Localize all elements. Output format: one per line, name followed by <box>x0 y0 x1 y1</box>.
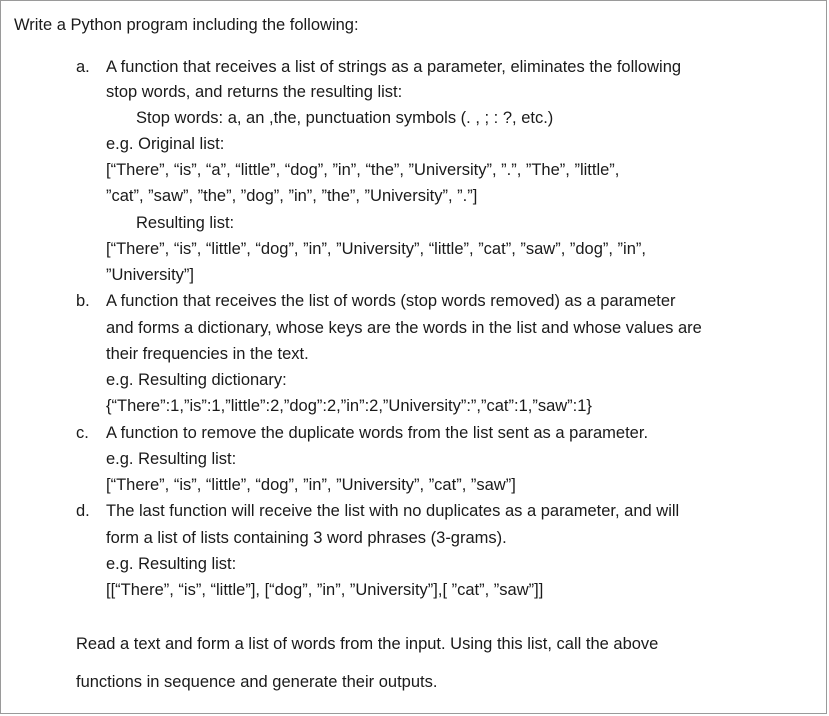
item-d-text-line-2: form a list of lists containing 3 word phrases (3-grams). <box>106 529 507 547</box>
item-a-marker: a. <box>76 58 90 76</box>
item-a-original-list-line-1: [“There”, “is”, “a”, “little”, “dog”, ”in”, “the”, ”University”, ”.”, ”The”, ”little”, <box>106 161 620 179</box>
item-d-marker: d. <box>76 502 90 520</box>
item-a-result-list-line-1: [“There”, “is”, “little”, “dog”, ”in”, ”University”, “little”, ”cat”, ”saw”, ”dog”, ”in”, <box>106 240 646 258</box>
item-a-result-label: Resulting list: <box>136 214 235 232</box>
item-c-text-line-1: A function to remove the duplicate words from the list sent as a parameter. <box>106 424 649 442</box>
outro-line-2: functions in sequence and generate their outputs. <box>76 673 438 691</box>
item-a-example-label: e.g. Original list: <box>106 135 225 153</box>
item-b-marker: b. <box>76 292 90 310</box>
item-a-result-list-line-2: ”University”] <box>106 266 195 284</box>
outro-line-1: Read a text and form a list of words from the input. Using this list, call the above <box>76 635 659 653</box>
item-b-result: {“There”:1,”is”:1,”little”:2,”dog”:2,”in”:2,”University”:”,”cat”:1,”saw”:1} <box>106 397 592 415</box>
item-a-text-line-1: A function that receives a list of strings as a parameter, eliminates the following <box>106 58 682 76</box>
item-c-example-label: e.g. Resulting list: <box>106 450 237 468</box>
item-b-text-line-1: A function that receives the list of words (stop words removed) as a parameter <box>106 292 676 310</box>
item-b-example-label: e.g. Resulting dictionary: <box>106 371 287 389</box>
item-c-marker: c. <box>76 424 89 442</box>
item-d-example-label: e.g. Resulting list: <box>106 555 237 573</box>
item-a-text-line-2: stop words, and returns the resulting list: <box>106 83 403 101</box>
item-a-stop-words: Stop words: a, an ,the, punctuation symbols (. , ; : ?, etc.) <box>136 109 554 127</box>
item-a-original-list-line-2: ”cat”, ”saw”, ”the”, ”dog”, ”in”, ”the”, ”University”, ”.”] <box>106 187 478 205</box>
item-c-result: [“There”, “is”, “little”, “dog”, ”in”, ”University”, ”cat”, ”saw”] <box>106 476 516 494</box>
intro-text: Write a Python program including the following: <box>14 16 359 34</box>
item-d-text-line-1: The last function will receive the list with no duplicates as a parameter, and will <box>106 502 680 520</box>
item-d-result: [[“There”, “is”, “little”], [“dog”, ”in”, ”University”],[ ”cat”, ”saw”]] <box>106 581 544 599</box>
item-b-text-line-3: their frequencies in the text. <box>106 345 309 363</box>
item-b-text-line-2: and forms a dictionary, whose keys are the words in the list and whose values are <box>106 319 702 337</box>
